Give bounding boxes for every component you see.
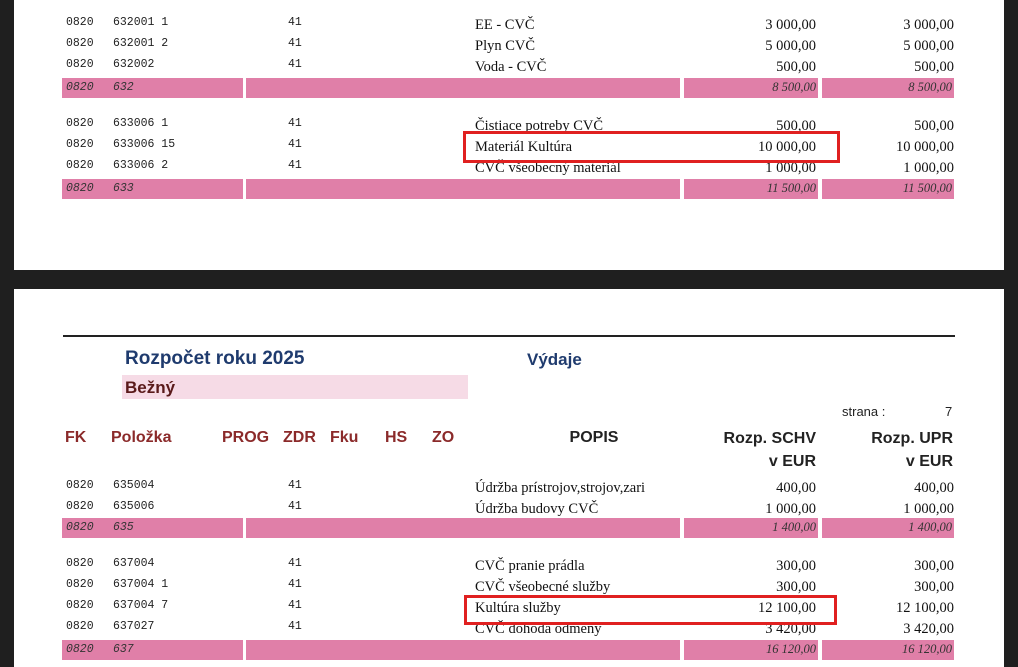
subtotal-schv: 16 120,00: [766, 642, 816, 656]
popis-cell: CVČ všeobecný materiál: [475, 160, 621, 176]
zdr-cell: 41: [288, 58, 302, 71]
upr-cell: 3 000,00: [903, 17, 954, 33]
subtotal-upr: 1 400,00: [908, 520, 952, 534]
zdr-cell: 41: [288, 578, 302, 591]
zdr-cell: 41: [288, 599, 302, 612]
upr-cell: 500,00: [914, 59, 954, 75]
upr-cell: 5 000,00: [903, 38, 954, 54]
fk-cell: 0820: [66, 620, 94, 633]
popis-cell: CVČ všeobecné služby: [475, 579, 611, 595]
zdr-cell: 41: [288, 37, 302, 50]
polozka-cell: 633006 15: [113, 138, 176, 151]
subtotal-polozka: 633: [113, 182, 134, 195]
band-segment: [246, 640, 680, 660]
band-segment: [246, 179, 680, 199]
band-segment: [246, 518, 680, 538]
schv-cell: 5 000,00: [765, 38, 816, 54]
header-divider: [63, 335, 955, 337]
fk-cell: 0820: [66, 599, 94, 612]
upr-cell: 12 100,00: [896, 600, 954, 616]
subtotal-polozka: 635: [113, 521, 134, 534]
col-header-schv-unit: v EUR: [768, 453, 816, 470]
schv-cell: 1 000,00: [765, 501, 816, 517]
polozka-cell: 632001 1: [113, 16, 169, 29]
polozka-cell: 635006: [113, 500, 155, 513]
schv-cell: 300,00: [776, 579, 816, 595]
fk-cell: 0820: [66, 138, 94, 151]
subtotal-upr: 16 120,00: [902, 642, 952, 656]
subtotal-fk: 0820: [66, 182, 94, 195]
col-header-schv: Rozp. SCHV: [723, 430, 816, 447]
subtotal-row: [62, 179, 954, 199]
upr-cell: 500,00: [914, 118, 954, 134]
fk-cell: 0820: [66, 16, 94, 29]
polozka-cell: 633006 2: [113, 159, 169, 172]
polozka-cell: 637004: [113, 557, 155, 570]
zdr-cell: 41: [288, 16, 302, 29]
upr-cell: 3 420,00: [903, 621, 954, 637]
polozka-cell: 632001 2: [113, 37, 169, 50]
col-header-hs: HS: [385, 429, 408, 446]
fk-cell: 0820: [66, 37, 94, 50]
fk-cell: 0820: [66, 117, 94, 130]
page-number-label: strana :: [842, 404, 886, 419]
schv-cell: 12 100,00: [758, 600, 816, 616]
fk-cell: 0820: [66, 58, 94, 71]
upr-cell: 400,00: [914, 480, 954, 496]
col-header-fk: FK: [65, 429, 87, 446]
document-page-1: [14, 0, 1004, 270]
subtotal-schv: 11 500,00: [766, 181, 816, 195]
zdr-cell: 41: [288, 479, 302, 492]
zdr-cell: 41: [288, 159, 302, 172]
subtotal-schv: 8 500,00: [772, 80, 816, 94]
polozka-cell: 632002: [113, 58, 155, 71]
highlight-box: [463, 131, 840, 163]
subtotal-fk: 0820: [66, 643, 94, 656]
popis-cell: Údržba prístrojov,strojov,zari: [475, 480, 646, 496]
polozka-cell: 633006 1: [113, 117, 169, 130]
col-header-zo: ZO: [432, 429, 455, 446]
fk-cell: 0820: [66, 159, 94, 172]
popis-cell: Údržba budovy CVČ: [475, 501, 599, 517]
schv-cell: 3 000,00: [765, 17, 816, 33]
zdr-cell: 41: [288, 500, 302, 513]
fk-cell: 0820: [66, 578, 94, 591]
schv-cell: 300,00: [776, 558, 816, 574]
section-title: Výdaje: [527, 350, 582, 369]
document-page-2: [14, 289, 1004, 667]
polozka-cell: 637027: [113, 620, 155, 633]
page-number: 7: [945, 404, 953, 419]
upr-cell: 1 000,00: [903, 160, 954, 176]
schv-cell: 3 420,00: [765, 621, 816, 637]
popis-cell: CVČ pranie prádla: [475, 558, 585, 574]
polozka-cell: 637004 1: [113, 578, 169, 591]
popis-cell: Materiál Kultúra: [475, 139, 573, 155]
upr-cell: 300,00: [914, 558, 954, 574]
subtotal-upr: 8 500,00: [908, 80, 952, 94]
zdr-cell: 41: [288, 117, 302, 130]
fk-cell: 0820: [66, 500, 94, 513]
popis-cell: Čistiace potreby CVČ: [475, 118, 604, 134]
zdr-cell: 41: [288, 138, 302, 151]
subtotal-fk: 0820: [66, 521, 94, 534]
upr-cell: 1 000,00: [903, 501, 954, 517]
subtotal-polozka: 632: [113, 81, 134, 94]
schv-cell: 10 000,00: [758, 139, 816, 155]
schv-cell: 1 000,00: [765, 160, 816, 176]
page-subtitle: Bežný: [125, 378, 176, 397]
schv-cell: 500,00: [776, 59, 816, 75]
polozka-cell: 635004: [113, 479, 155, 492]
col-header-upr-unit: v EUR: [905, 453, 953, 470]
col-header-fku: Fku: [330, 429, 359, 446]
upr-cell: 10 000,00: [896, 139, 954, 155]
col-header-popis: POPIS: [569, 429, 619, 446]
col-header-polozka: Položka: [111, 429, 172, 446]
band-segment: [246, 78, 680, 98]
popis-cell: Plyn CVČ: [475, 38, 536, 54]
subtotal-schv: 1 400,00: [772, 520, 816, 534]
polozka-cell: 637004 7: [113, 599, 169, 612]
subtotal-row: [62, 640, 954, 660]
subtotal-polozka: 637: [113, 643, 134, 656]
schv-cell: 500,00: [776, 118, 816, 134]
page-title: Rozpočet roku 2025: [125, 348, 305, 369]
popis-cell: Voda - CVČ: [475, 59, 547, 75]
zdr-cell: 41: [288, 620, 302, 633]
col-header-zdr: ZDR: [283, 429, 316, 446]
subtotal-fk: 0820: [66, 81, 94, 94]
subtotal-row: [62, 518, 954, 538]
subtotal-row: [62, 78, 954, 98]
col-header-prog: PROG: [222, 429, 270, 446]
col-header-upr: Rozp. UPR: [871, 430, 953, 447]
fk-cell: 0820: [66, 557, 94, 570]
popis-cell: Kultúra služby: [475, 600, 561, 616]
schv-cell: 400,00: [776, 480, 816, 496]
zdr-cell: 41: [288, 557, 302, 570]
popis-cell: EE - CVČ: [475, 17, 535, 33]
subtotal-upr: 11 500,00: [902, 181, 952, 195]
highlight-box: [464, 595, 837, 625]
upr-cell: 300,00: [914, 579, 954, 595]
fk-cell: 0820: [66, 479, 94, 492]
popis-cell: CVČ dohoda odmeny: [475, 621, 602, 637]
